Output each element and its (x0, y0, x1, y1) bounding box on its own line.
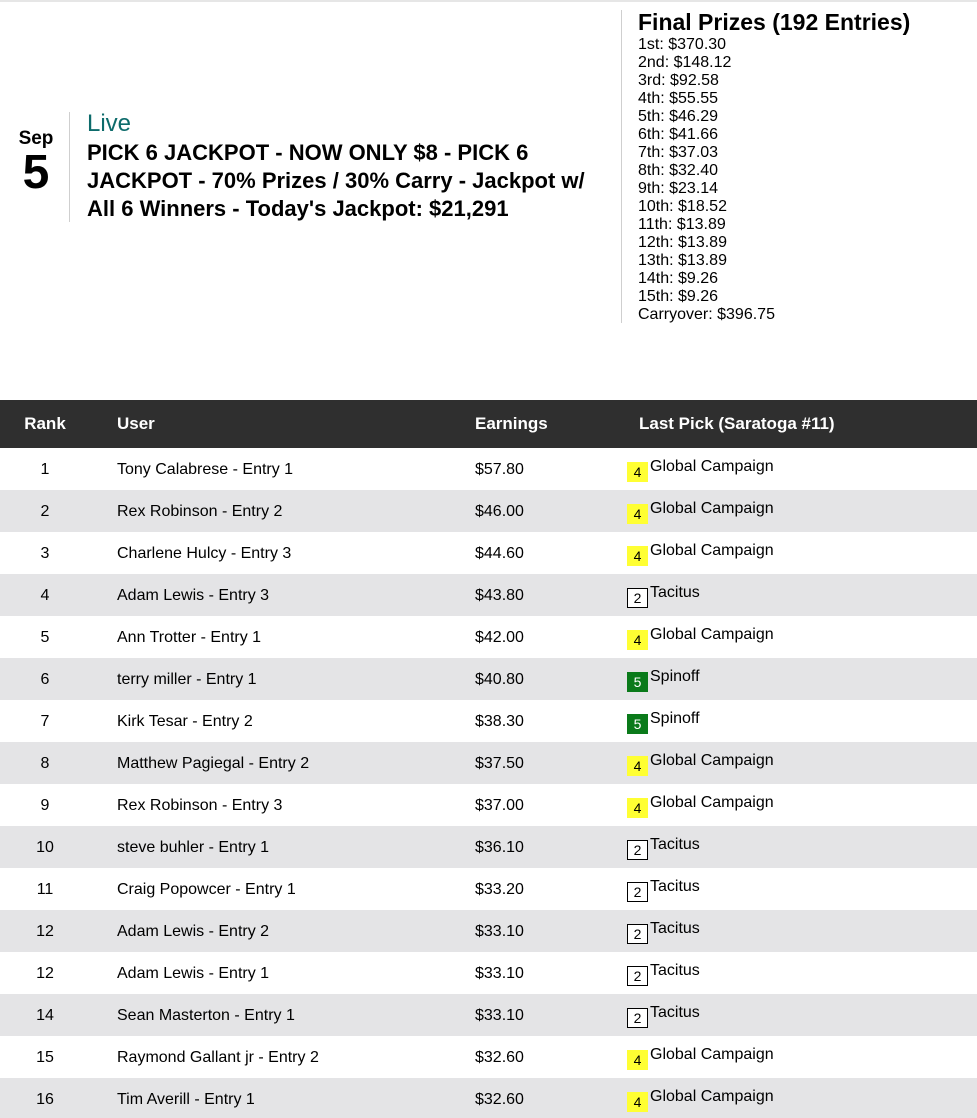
rank-cell: 12 (36, 965, 54, 982)
last-pick-cell (627, 584, 700, 605)
table-header (0, 400, 977, 448)
program-number-badge: 2 (627, 924, 648, 944)
earnings-cell: $33.20 (475, 881, 524, 898)
final-prizes (638, 8, 968, 324)
user-cell[interactable]: Ann Trotter - Entry 1 (117, 629, 262, 646)
last-pick-cell (627, 1088, 774, 1109)
last-pick-cell (627, 542, 774, 563)
header-rank[interactable]: Rank (24, 414, 66, 433)
table-row[interactable] (0, 490, 977, 532)
prize-line: 4th: $55.55 (638, 90, 719, 107)
horse-name: Tacitus (650, 584, 700, 601)
rank-cell: 4 (40, 587, 50, 604)
table-row[interactable] (0, 448, 977, 490)
prize-line: 14th: $9.26 (638, 270, 719, 287)
contest-status: Live (87, 110, 132, 137)
table-row[interactable] (0, 784, 977, 826)
earnings-cell: $37.00 (475, 797, 524, 814)
prizes-divider (621, 10, 622, 323)
date-month: Sep (18, 128, 54, 149)
horse-name: Global Campaign (650, 1046, 774, 1063)
program-number-badge: 4 (627, 1050, 648, 1070)
prize-line: 15th: $9.26 (638, 288, 719, 305)
table-row[interactable] (0, 868, 977, 910)
header-user[interactable]: User (117, 414, 155, 433)
earnings-cell: $40.80 (475, 671, 524, 688)
top-divider (0, 0, 977, 2)
earnings-cell: $37.50 (475, 755, 524, 772)
rank-cell: 11 (36, 881, 54, 898)
earnings-cell: $57.80 (475, 461, 524, 478)
last-pick-cell (627, 920, 700, 941)
prize-line: 11th: $13.89 (638, 216, 726, 233)
horse-name: Global Campaign (650, 752, 774, 769)
date-day: 5 (22, 146, 50, 199)
contest-date (14, 128, 58, 198)
rank-cell: 10 (36, 839, 54, 856)
last-pick-cell (627, 1004, 700, 1025)
program-number-badge: 4 (627, 798, 648, 818)
prize-list (638, 36, 968, 324)
program-number-badge: 4 (627, 756, 648, 776)
horse-name: Global Campaign (650, 500, 774, 517)
table-row[interactable] (0, 574, 977, 616)
horse-name: Tacitus (650, 920, 700, 937)
program-number-badge: 5 (627, 714, 648, 734)
user-cell[interactable]: Adam Lewis - Entry 1 (117, 965, 270, 982)
program-number-badge: 4 (627, 504, 648, 524)
program-number-badge: 4 (627, 1092, 648, 1112)
table-row[interactable] (0, 952, 977, 994)
table-row[interactable] (0, 658, 977, 700)
program-number-badge: 4 (627, 546, 648, 566)
user-cell[interactable]: Craig Popowcer - Entry 1 (117, 881, 296, 898)
prizes-title: Final Prizes (192 Entries) (638, 9, 911, 35)
last-pick-cell (627, 962, 700, 983)
program-number-badge: 2 (627, 966, 648, 986)
rank-cell: 16 (36, 1091, 54, 1108)
horse-name: Tacitus (650, 878, 700, 895)
user-cell[interactable]: Tim Averill - Entry 1 (117, 1091, 255, 1108)
prize-line: 5th: $46.29 (638, 108, 719, 125)
program-number-badge: 5 (627, 672, 648, 692)
earnings-cell: $33.10 (475, 965, 524, 982)
earnings-cell: $36.10 (475, 839, 524, 856)
earnings-cell: $38.30 (475, 713, 524, 730)
user-cell[interactable]: Rex Robinson - Entry 3 (117, 797, 283, 814)
contest-info (87, 110, 607, 223)
prize-line: 3rd: $92.58 (638, 72, 719, 89)
table-row[interactable] (0, 742, 977, 784)
horse-name: Global Campaign (650, 794, 774, 811)
horse-name: Tacitus (650, 1004, 700, 1021)
earnings-cell: $46.00 (475, 503, 524, 520)
table-row[interactable] (0, 826, 977, 868)
user-cell[interactable]: terry miller - Entry 1 (117, 671, 257, 688)
table-row[interactable] (0, 616, 977, 658)
prize-line: 13th: $13.89 (638, 252, 727, 269)
last-pick-cell (627, 710, 700, 731)
last-pick-cell (627, 752, 774, 773)
header-last-pick[interactable]: Last Pick (Saratoga #11) (639, 414, 835, 433)
table-row[interactable] (0, 1078, 977, 1118)
last-pick-cell (627, 1046, 774, 1067)
rank-cell: 5 (40, 629, 50, 646)
last-pick-cell (627, 626, 774, 647)
earnings-cell: $44.60 (475, 545, 524, 562)
earnings-cell: $43.80 (475, 587, 524, 604)
last-pick-cell (627, 458, 774, 479)
prize-line: 1st: $370.30 (638, 36, 727, 53)
horse-name: Global Campaign (650, 626, 774, 643)
user-cell[interactable]: Kirk Tesar - Entry 2 (117, 713, 253, 730)
table-row[interactable] (0, 700, 977, 742)
last-pick-cell (627, 668, 700, 689)
program-number-badge: 4 (627, 630, 648, 650)
last-pick-cell (627, 878, 700, 899)
last-pick-cell (627, 500, 774, 521)
horse-name: Spinoff (650, 668, 700, 685)
program-number-badge: 2 (627, 882, 648, 902)
rank-cell: 2 (40, 503, 50, 520)
horse-name: Tacitus (650, 962, 700, 979)
user-cell[interactable]: Sean Masterton - Entry 1 (117, 1007, 295, 1024)
horse-name: Global Campaign (650, 458, 774, 475)
rank-cell: 7 (40, 713, 50, 730)
table-row[interactable] (0, 1036, 977, 1078)
prize-line: 6th: $41.66 (638, 126, 719, 143)
rank-cell: 12 (36, 923, 54, 940)
rank-cell: 8 (40, 755, 50, 772)
earnings-cell: $32.60 (475, 1049, 524, 1066)
horse-name: Tacitus (650, 836, 700, 853)
table-row[interactable] (0, 910, 977, 952)
rank-cell: 15 (36, 1049, 54, 1066)
leaderboard-table (0, 400, 977, 1118)
user-cell[interactable]: Charlene Hulcy - Entry 3 (117, 545, 292, 562)
rank-cell: 9 (40, 797, 50, 814)
prize-line: 2nd: $148.12 (638, 54, 732, 71)
user-cell[interactable]: Adam Lewis - Entry 2 (117, 923, 270, 940)
user-cell[interactable]: Raymond Gallant jr - Entry 2 (117, 1049, 319, 1066)
table-row[interactable] (0, 994, 977, 1036)
user-cell[interactable]: Adam Lewis - Entry 3 (117, 587, 270, 604)
rank-cell: 1 (40, 461, 50, 478)
contest-title[interactable]: PICK 6 JACKPOT - NOW ONLY $8 - PICK 6 JACKPOT - 70% Prizes / 30% Carry - Jackpot w/ All 6 Winners - Today's Jackpot: $21,291 (87, 140, 585, 221)
last-pick-cell (627, 836, 700, 857)
header-earnings[interactable]: Earnings (475, 414, 548, 433)
prize-line: 7th: $37.03 (638, 144, 719, 161)
horse-name: Spinoff (650, 710, 700, 727)
user-cell[interactable]: Matthew Pagiegal - Entry 2 (117, 755, 310, 772)
prize-line: Carryover: $396.75 (638, 306, 775, 323)
last-pick-cell (627, 794, 774, 815)
rank-cell: 3 (40, 545, 50, 562)
rank-cell: 6 (40, 671, 50, 688)
earnings-cell: $33.10 (475, 923, 524, 940)
user-cell[interactable]: Tony Calabrese - Entry 1 (117, 461, 294, 478)
program-number-badge: 2 (627, 840, 648, 860)
prize-line: 10th: $18.52 (638, 198, 727, 215)
program-number-badge: 2 (627, 1008, 648, 1028)
prize-line: 9th: $23.14 (638, 180, 719, 197)
table-body (0, 448, 977, 1118)
user-cell[interactable]: steve buhler - Entry 1 (117, 839, 270, 856)
date-divider (69, 112, 70, 222)
program-number-badge: 2 (627, 588, 648, 608)
program-number-badge: 4 (627, 462, 648, 482)
prize-line: 12th: $13.89 (638, 234, 727, 251)
earnings-cell: $42.00 (475, 629, 524, 646)
earnings-cell: $33.10 (475, 1007, 524, 1024)
horse-name: Global Campaign (650, 1088, 774, 1105)
table-row[interactable] (0, 532, 977, 574)
horse-name: Global Campaign (650, 542, 774, 559)
prize-line: 8th: $32.40 (638, 162, 719, 179)
earnings-cell: $32.60 (475, 1091, 524, 1108)
rank-cell: 14 (36, 1007, 54, 1024)
user-cell[interactable]: Rex Robinson - Entry 2 (117, 503, 283, 520)
